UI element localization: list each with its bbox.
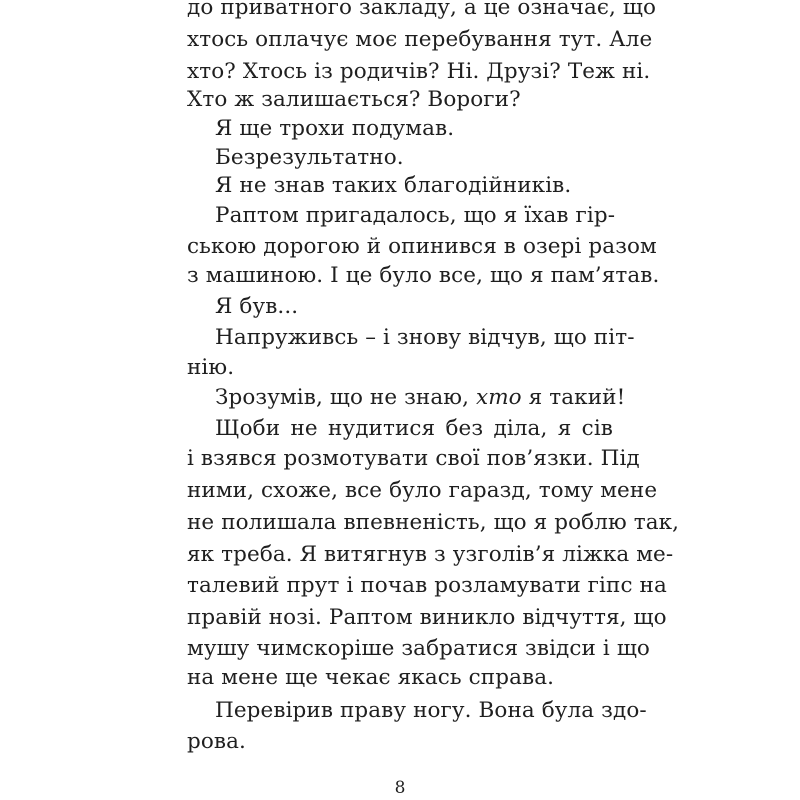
text-line: нію. xyxy=(187,355,235,380)
text-line: ними, схоже, все було гаразд, тому мене xyxy=(187,478,658,503)
text-span: Зрозумів, що не знаю, xyxy=(215,385,476,410)
italic-word: хто xyxy=(475,385,522,410)
text-line: і взявся розмотувати свої пов’язки. Під xyxy=(187,446,640,471)
text-line: хтось оплачує моє перебування тут. Але xyxy=(187,27,653,52)
text-line: ською дорогою й опинився в озері разом xyxy=(187,234,657,259)
paragraph-line: Перевірив праву ногу. Вона була здо- xyxy=(215,698,647,723)
text-line: на мене ще чекає якась справа. xyxy=(187,665,555,690)
text-line: як треба. Я витягнув з узголів’я ліжка ме- xyxy=(187,542,674,567)
paragraph-line xyxy=(215,383,626,413)
text-line: до приватного закладу, а це означає, що xyxy=(187,0,657,20)
page-number: 8 xyxy=(394,778,406,798)
text-line: талевий прут і почав розламувати гіпс на xyxy=(187,573,667,598)
paragraph-line: Я ще трохи подумав. xyxy=(215,116,455,141)
paragraph-line: Я не знав таких благодійників. xyxy=(215,173,572,198)
text-span: я такий! xyxy=(521,385,626,410)
text-line: правій нозі. Раптом виникло відчуття, що xyxy=(187,605,667,630)
text-line: хто? Хтось із родичів? Ні. Друзі? Теж ні. xyxy=(187,59,651,84)
text-line: Хто ж залишається? Вороги? xyxy=(187,87,521,112)
text-line: мушу чимскоріше забратися звідси і що xyxy=(187,636,650,661)
text-line: з машиною. І це було все, що я пам’ятав. xyxy=(187,263,660,288)
paragraph-line: Щоби не нудитися без діла, я сів xyxy=(215,416,613,441)
text-line: не полишала впевненість, що я роблю так, xyxy=(187,510,680,535)
paragraph-line: Безрезультатно. xyxy=(215,145,404,170)
paragraph-line: Раптом пригадалось, що я їхав гір- xyxy=(215,203,616,228)
text-line: рова. xyxy=(187,729,246,754)
paragraph-line: Напруживсь – і знову відчув, що піт- xyxy=(215,325,635,350)
paragraph-line: Я був... xyxy=(215,294,299,319)
